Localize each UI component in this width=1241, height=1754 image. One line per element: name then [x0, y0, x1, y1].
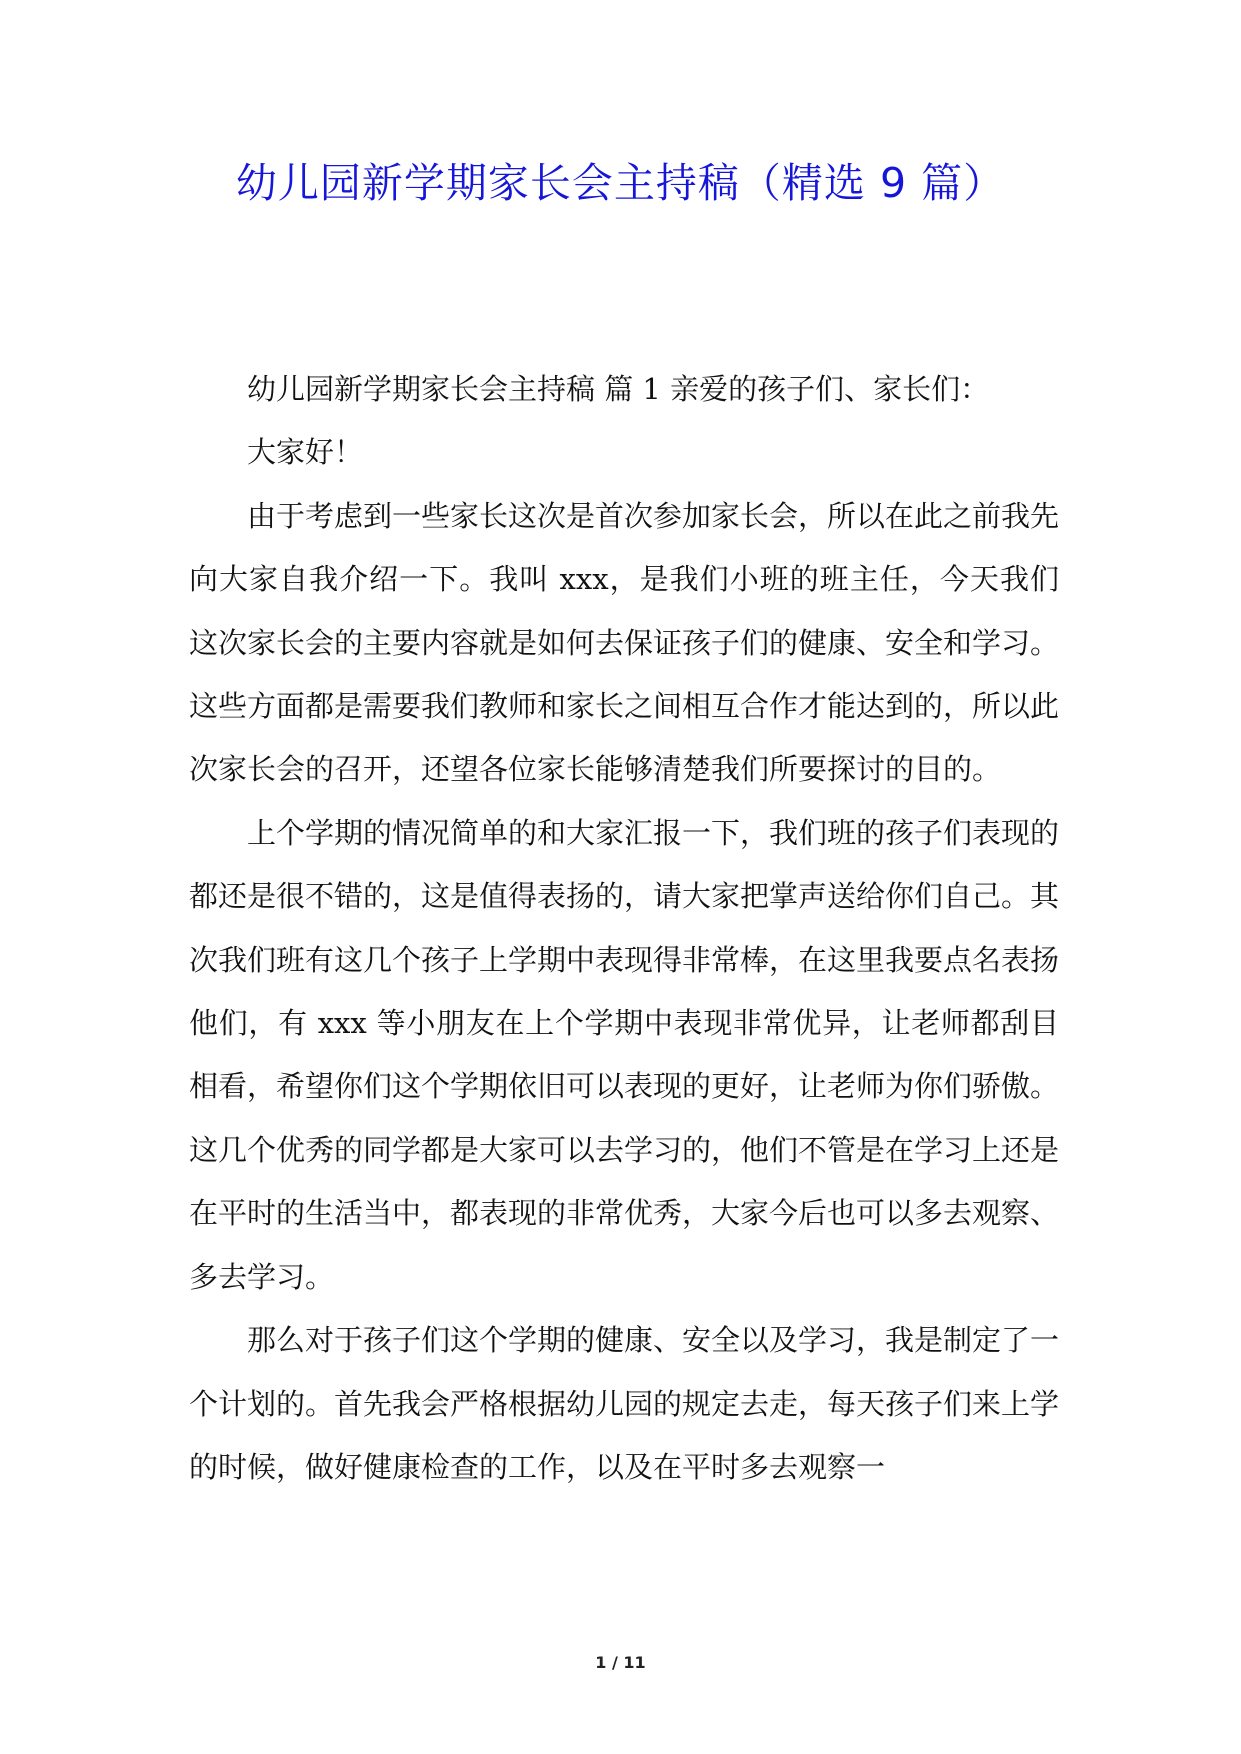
page-number: 1 / 11 — [595, 1653, 646, 1672]
document-body — [189, 358, 1059, 1499]
paragraph: 由于考虑到一些家长这次是首次参加家长会，所以在此之前我先向大家自我介绍一下。我叫 xxx，是我们小班的班主任，今天我们这次家长会的主要内容就是如何去保证孩子们的健康、安全和学习。这些方面都是需要我们教师和家长之间相互合作才能达到的，所以此次家长会的召开，还望各位家长能够清楚我们所要探讨的目的。 — [189, 498, 1060, 787]
paragraph: 上个学期的情况简单的和大家汇报一下，我们班的孩子们表现的都还是很不错的，这是值得表扬的，请大家把掌声送给你们自己。其次我们班有这几个孩子上学期中表现得非常棒，在这里我要点名表扬他们，有 xxx 等小朋友在上个学期中表现非常优异，让老师都刮目相看，希望你们这个学期依旧可以表现的更好，让老师为你们骄傲。这几个优秀的同学都是大家可以去学习的，他们不管是在学习上还是在平时的生活当中，都表现的非常优秀，大家今后也可以多去观察、多去学习。 — [189, 815, 1060, 1294]
paragraph: 大家好！ — [247, 435, 364, 470]
document-title: 幼儿园新学期家长会主持稿（精选 9 篇） — [235, 159, 1006, 207]
paragraph: 那么对于孩子们这个学期的健康、安全以及学习，我是制定了一个计划的。首先我会严格根据幼儿园的规定去走，每天孩子们来上学的时候，做好健康检查的工作，以及在平时多去观察一 — [189, 1323, 1060, 1484]
paragraph: 幼儿园新学期家长会主持稿 篇 1 亲爱的孩子们、家长们： — [247, 372, 990, 406]
